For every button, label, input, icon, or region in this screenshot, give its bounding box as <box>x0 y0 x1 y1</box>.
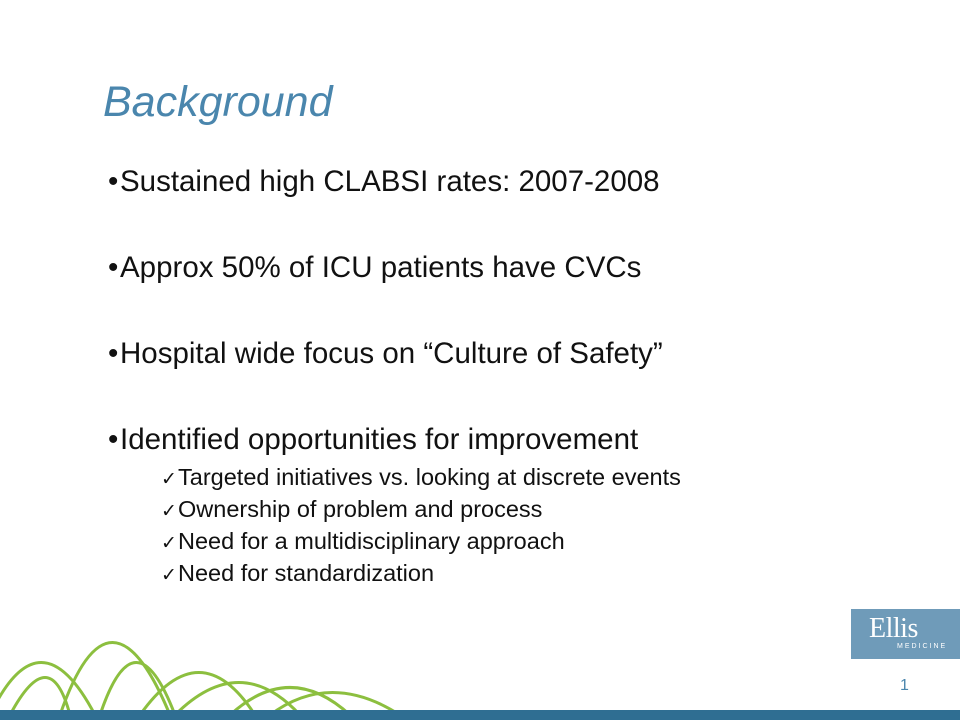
slide-title: Background <box>103 78 333 126</box>
sub-bullet-item <box>161 462 908 494</box>
bullet-marker: • <box>108 423 119 456</box>
sub-bullet-item <box>161 526 908 558</box>
decorative-arcs <box>0 590 420 720</box>
bullet-text: Approx 50% of ICU patients have CVCs <box>120 251 642 284</box>
sub-bullet-text: Ownership of problem and process <box>178 496 543 522</box>
bullet-text: Hospital wide focus on “Culture of Safety” <box>120 337 663 370</box>
sub-bullet-list <box>161 462 908 590</box>
bullet-item <box>108 250 908 286</box>
sub-bullet-item <box>161 494 908 526</box>
check-icon: ✓ <box>161 500 177 522</box>
bullet-text: Identified opportunities for improvement <box>120 423 639 456</box>
page-number: 1 <box>900 677 909 694</box>
bullet-marker: • <box>108 251 119 284</box>
bullet-marker: • <box>108 165 119 198</box>
sub-bullet-text: Need for standardization <box>178 560 435 586</box>
bottom-bar <box>0 710 960 720</box>
bullet-item <box>108 164 908 200</box>
check-icon: ✓ <box>161 468 177 490</box>
logo-wordmark: Ellis <box>869 613 918 644</box>
check-icon: ✓ <box>161 564 177 586</box>
sub-bullet-text: Need for a multidisciplinary approach <box>178 528 565 554</box>
bullet-item <box>108 422 908 458</box>
sub-bullet-item <box>161 558 908 590</box>
bullet-marker: • <box>108 337 119 370</box>
bullet-list <box>108 164 908 590</box>
logo-subtitle: MEDICINE <box>897 643 948 650</box>
check-icon: ✓ <box>161 532 177 554</box>
sub-bullet-text: Targeted initiatives vs. looking at discrete events <box>178 464 681 490</box>
bullet-text: Sustained high CLABSI rates: 2007-2008 <box>120 165 660 198</box>
ellis-medicine-logo <box>851 609 960 659</box>
bullet-item <box>108 336 908 372</box>
